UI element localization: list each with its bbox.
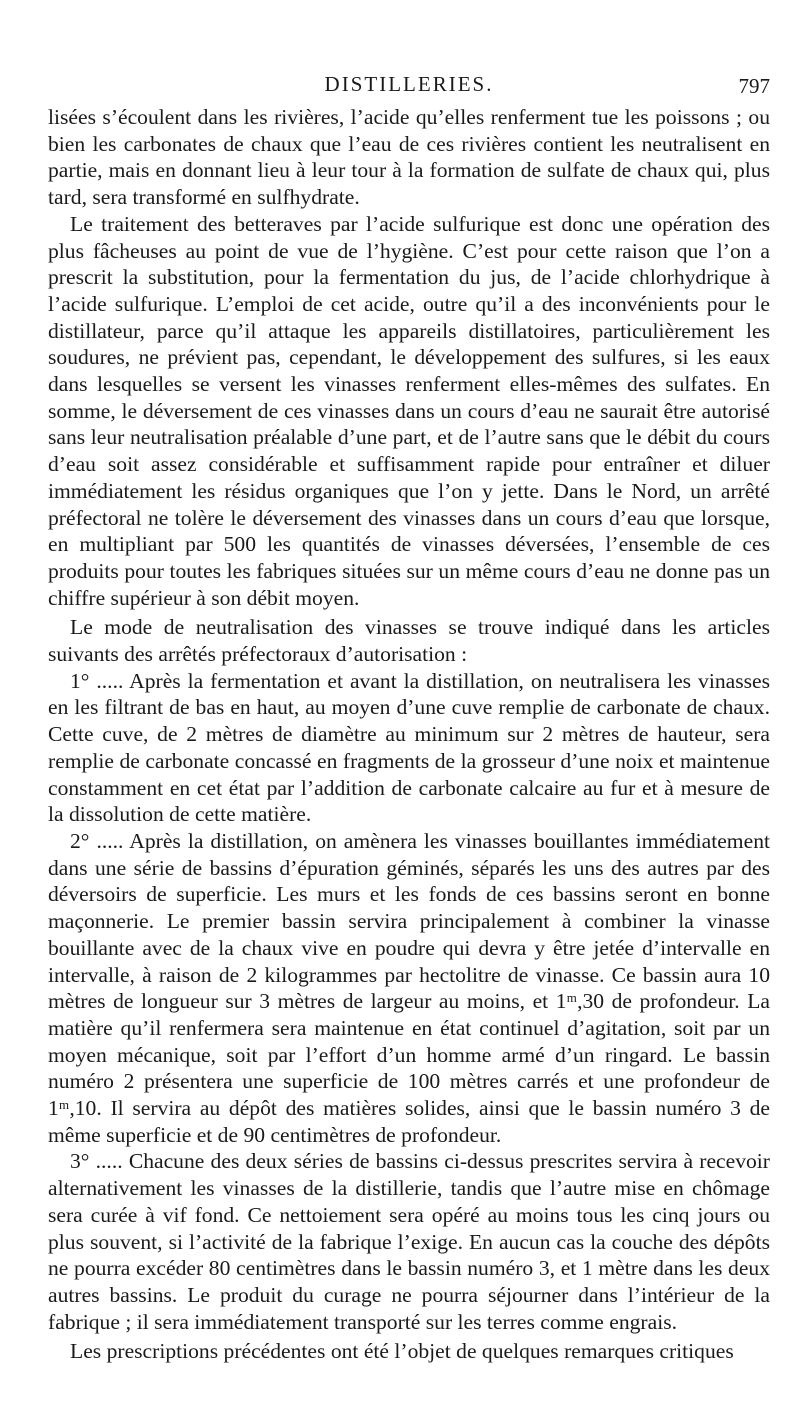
page-header (48, 72, 770, 106)
paragraph-article-1: 1° ..... Après la fermentation et avant la distillation, on neutralisera les vinasses en les filtrant de bas en haut, au moyen d’une cuve remplie de carbonate de chaux. Cette cuve, de 2 mètres de diamètre au minimum sur 2 mètres de hauteur, sera remplie de carbonate concassé en fragments de la grosseur d’une noix et maintenue constamment en cet état par l’addition de carbonate calcaire au fur et à mesure de la dissolution de cette matière. (48, 668, 770, 827)
paragraph-neutralisation-intro: Le mode de neutralisation des vinasses se trouve indiqué dans les articles suivants des arrêtés préfectoraux d’autorisation : (48, 615, 770, 667)
paragraph-article-3: 3° ..... Chacune des deux séries de bassins ci-dessus prescrites servira à recevoir alternativement les vinasses de la distillerie, tandis que l’autre mise en chômage sera curée à vif fond. Ce nettoiement sera opéré au moins tous les cinq jours ou plus souvent, si l’activité de la fabrique l’exige. En aucun cas la couche des dépôts ne pourra excéder 80 centimètres dans le bassin numéro 3, et 1 mètre dans les deux autres bassins. Le produit du curage ne pourra séjourner dans l’intérieur de la fabrique ; il sera immédiatement transporté sur les terres comme engrais. (48, 1149, 770, 1334)
paragraph-article-2: 2° ..... Après la distillation, on amènera les vinasses bouillantes immédiatement dans une série de bassins d’épuration géminés, séparés les uns des autres par des déversoirs de superficie. Les murs et les fonds de ces bassins seront en bonne maçonnerie. Le premier bassin servira principalement à combiner la vinasse bouillante avec de la chaux vive en poudre qui devra y être jetée d’intervalle en intervalle, à raison de 2 kilogrammes par hectolitre de vinasse. Ce bassin aura 10 mètres de longueur sur 3 mètres de largeur au moins, et 1ᵐ,30 de profondeur. La matière qu’il renfermera sera maintenue en état continuel d’agitation, soit par un moyen mécanique, soit par l’effort d’un homme armé d’un ringard. Le bassin numéro 2 présentera une superficie de 100 mètres carrés et une profondeur de 1ᵐ,10. Il servira au dépôt des matières solides, ainsi que le bassin numéro 3 de même superficie et de 90 centimètres de profondeur. (48, 828, 770, 1147)
page-number: 797 (738, 74, 770, 98)
paragraph-final: Les prescriptions précédentes ont été l’objet de quelques remarques critiques (70, 1339, 734, 1364)
body-text (48, 104, 770, 1365)
paragraph-continued: lisées s’écoulent dans les rivières, l’acide qu’elles renferment tue les poissons ; ou bien les carbonates de chaux que l’eau de ces rivières contient les neutralisent en partie, mais en donnant lieu à leur tour à la formation de sulfate de chaux qui, plus tard, sera transformé en sulfhydrate. (48, 105, 770, 210)
paragraph-sulfuric-acid: Le traitement des betteraves par l’acide sulfurique est donc une opération des plus fâcheuses au point de vue de l’hygiène. C’est pour cette raison que l’on a prescrit la substitution, pour la fermentation du jus, de l’acide chlorhydrique à l’acide sulfurique. L’emploi de cet acide, outre qu’il a des inconvénients pour le distillateur, parce qu’il attaque les appareils distillatoires, particulièrement les soudures, ne prévient pas, cependant, le développement des sulfures, si les eaux dans lesquelles se versent les vinasses renferment elles-mêmes des sulfates. En somme, le déversement de ces vinasses dans un cours d’eau ne saurait être autorisé sans leur neutralisation préalable d’une part, et de l’autre sans que le débit du cours d’eau soit assez considérable et suffisamment rapide pour entraîner et diluer immédiatement les résidus organiques que l’on y jette. Dans le Nord, un arrêté préfectoral ne tolère le déversement des vinasses dans un cours d’eau que lorsque, en multipliant par 500 les quantités de vinasses déversées, l’ensemble de ces produits pour toutes les fabriques situées sur un même cours d’eau ne donne pas un chiffre supérieur à son débit moyen. (48, 211, 770, 610)
running-title: DISTILLERIES. (324, 72, 494, 96)
